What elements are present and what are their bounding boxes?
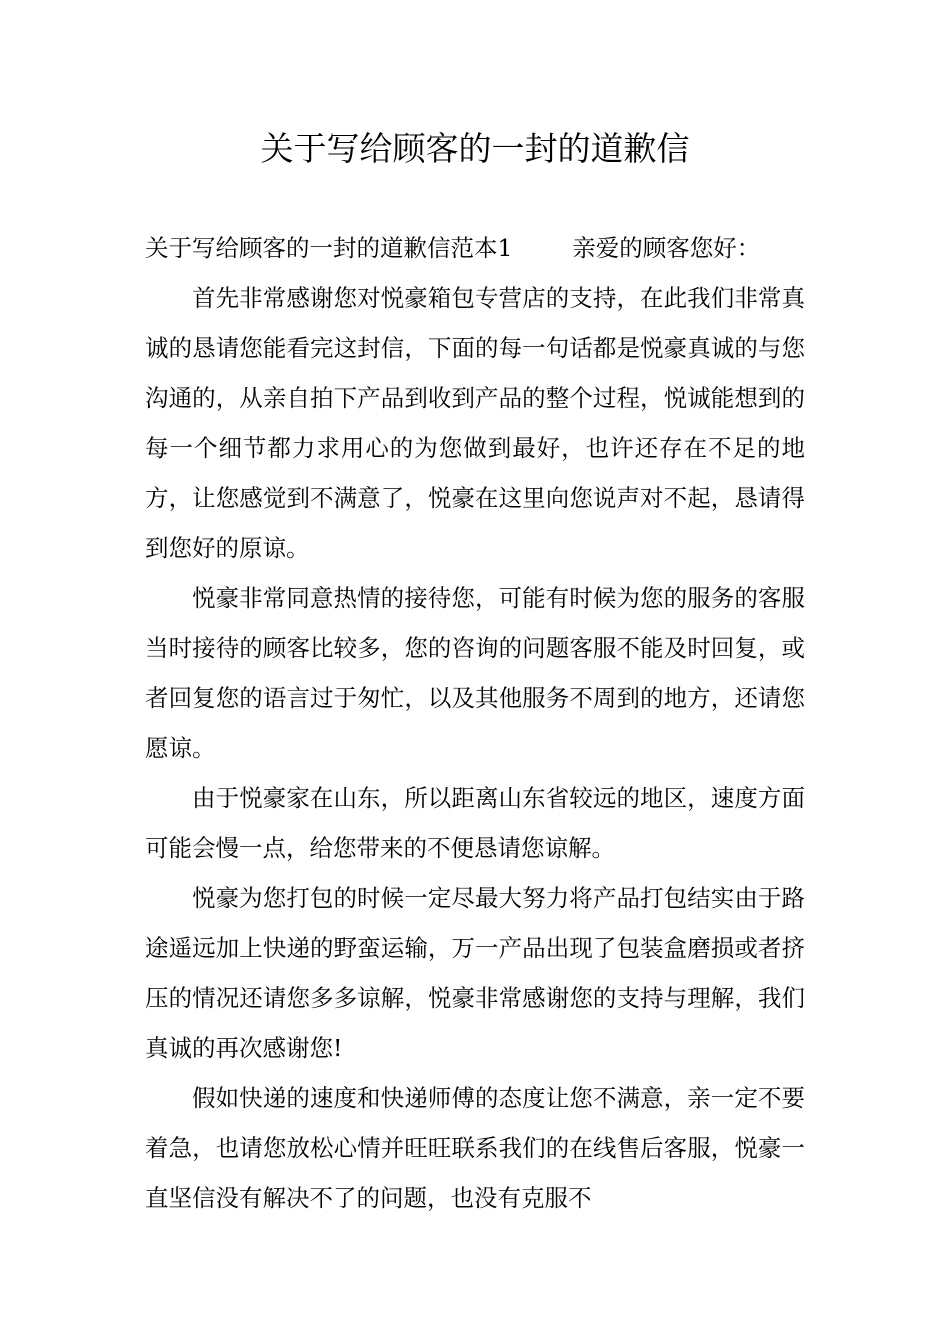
paragraph-2: 悦豪非常同意热情的接待您，可能有时候为您的服务的客服当时接待的顾客比较多，您的咨询的问题客服不能及时回复，或者回复您的语言过于匆忙，以及其他服务不周到的地方，还请您愿谅。	[145, 584, 805, 762]
paragraph-1: 首先非常感谢您对悦豪箱包专营店的支持，在此我们非常真诚的恳请您能看完这封信，下面的每一句话都是悦豪真诚的与您沟通的，从亲自拍下产品到收到产品的整个过程，悦诚能想到的每一个细节都力求用心的为您做到最好，也许还存在不足的地方，让您感觉到不满意了，悦豪在这里向您说声对不起，恳请得到您好的原谅。	[145, 284, 805, 562]
paragraph-4: 悦豪为您打包的时候一定尽最大努力将产品打包结实由于路途遥远加上快递的野蛮运输，万一产品出现了包装盒磨损或者挤压的情况还请您多多谅解，悦豪非常感谢您的支持与理解，我们真诚的再次感谢您!	[145, 884, 805, 1062]
intro-line: 关于写给顾客的一封的道歉信范本1 亲爱的顾客您好：	[145, 234, 761, 262]
paragraph-5: 假如快递的速度和快递师傅的态度让您不满意，亲一定不要着急，也请您放松心情并旺旺联系我们的在线售后客服，悦豪一直坚信没有解决不了的问题，也没有克服不	[145, 1084, 805, 1212]
paragraph-3: 由于悦豪家在山东，所以距离山东省较远的地区，速度方面可能会慢一点，给您带来的不便恳请您谅解。	[145, 784, 805, 862]
document-body	[145, 223, 805, 1223]
document-title: 关于写给顾客的一封的道歉信	[260, 129, 690, 168]
